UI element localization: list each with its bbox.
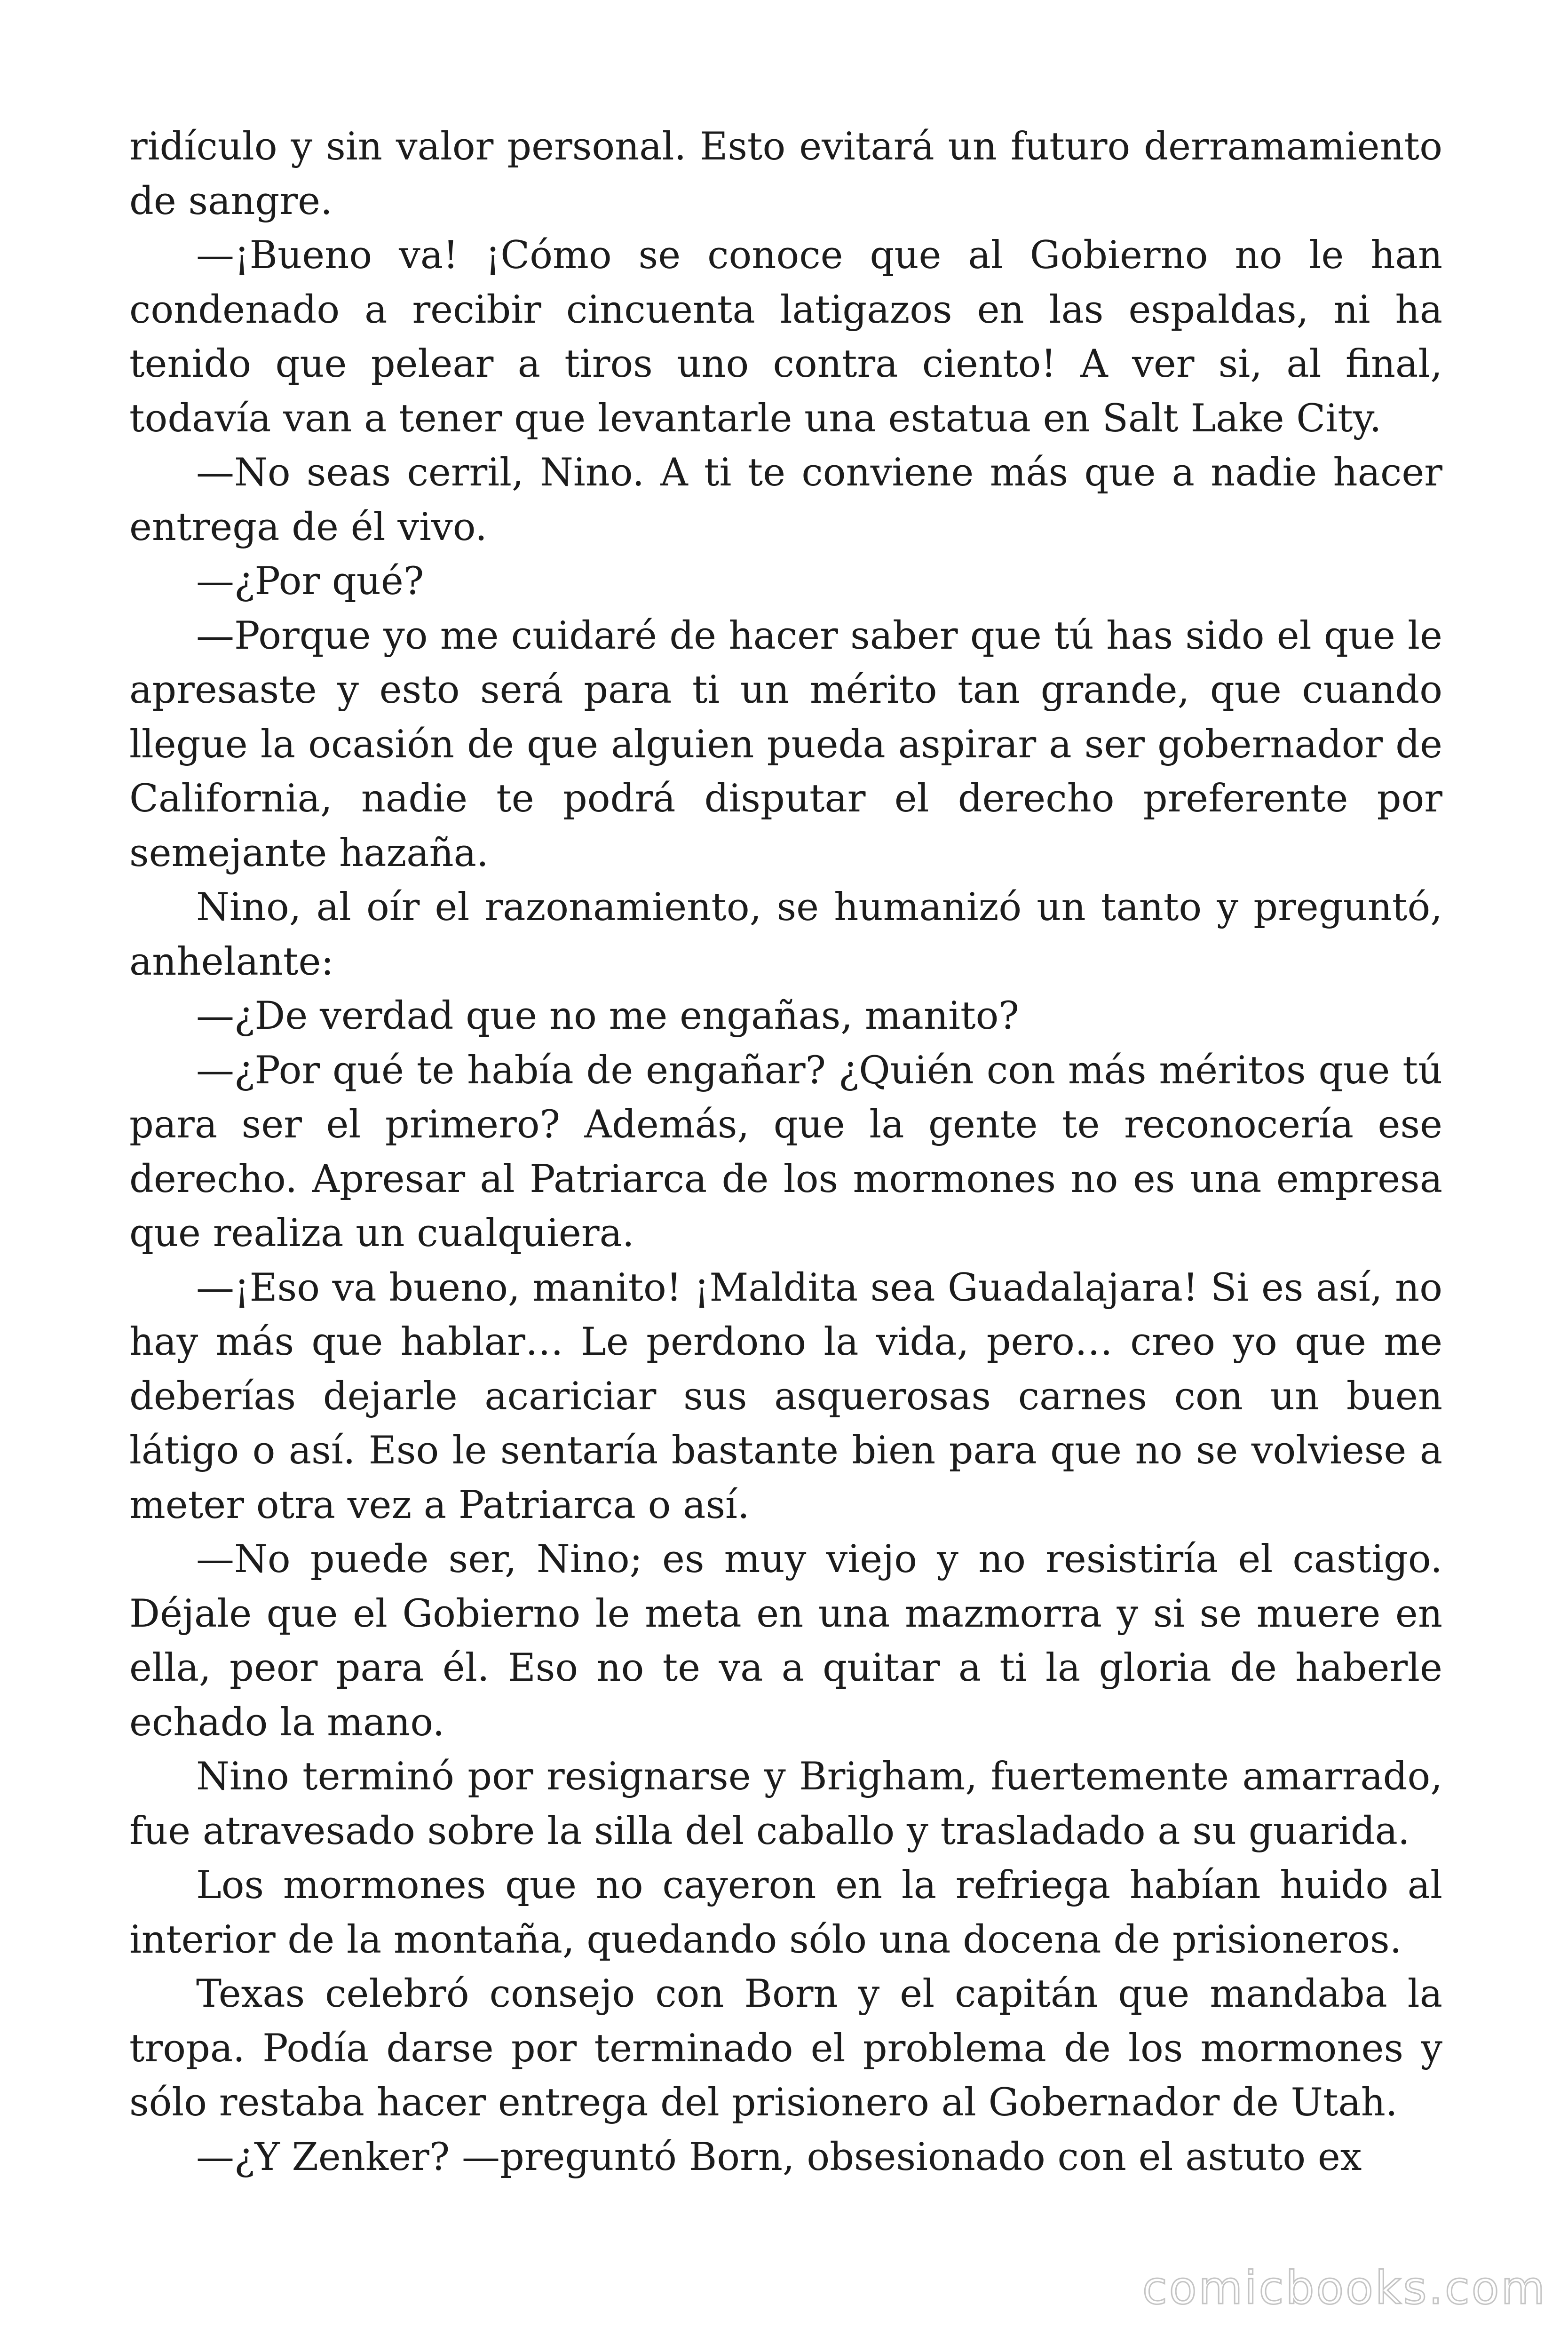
paragraph: Texas celebró consejo con Born y el capitán que mandaba la tropa. Podía darse por terminado el problema de los mormones y sólo restaba hacer entrega del prisionero al Gobernador de Utah.	[129, 1972, 1442, 2125]
paragraph-last: —¿Y Zenker? —preguntó Born, obsesionado con el astuto ex	[196, 2135, 1362, 2179]
paragraph-continuation: ridículo y sin valor personal. Esto evitará un futuro derramamiento de sangre.	[129, 125, 1442, 223]
watermark: comicbooks.com	[1142, 2262, 1547, 2314]
paragraph: Los mormones que no cayeron en la refriega habían huido al interior de la montaña, quedando sólo una docena de prisioneros.	[129, 1863, 1442, 1962]
paragraph: —¿Por qué?	[196, 559, 424, 604]
paragraph: —¡Eso va bueno, manito! ¡Maldita sea Guadalajara! Si es así, no hay más que hablar… Le perdono la vida, pero… creo yo que me deberías dejarle acariciar sus asquerosas carnes con un buen látigo o así. Eso le sentaría bastante bien para que no se volviese a meter otra vez a Patriarca o así.	[129, 1265, 1442, 1527]
paragraph: —Porque yo me cuidaré de hacer saber que tú has sido el que le apresaste y esto será para ti un mérito tan grande, que cuando llegue la ocasión de que alguien pueda aspirar a ser gobernador de California, nadie te podrá disputar el derecho preferente por semejante hazaña.	[129, 613, 1442, 875]
page-body	[129, 120, 1442, 2185]
paragraph: —¡Bueno va! ¡Cómo se conoce que al Gobierno no le han condenado a recibir cincuenta latigazos en las espaldas, ni ha tenido que pelear a tiros uno contra ciento! A ver si, al final, todavía van a tener que levantarle una estatua en Salt Lake City.	[129, 233, 1442, 441]
paragraph: Nino terminó por resignarse y Brigham, fuertemente amarrado, fue atravesado sobre la silla del caballo y trasladado a su guarida.	[129, 1755, 1442, 1853]
paragraph: Nino, al oír el razonamiento, se humanizó un tanto y preguntó, anhelante:	[129, 885, 1442, 984]
paragraph: —¿Por qué te había de engañar? ¿Quién con más méritos que tú para ser el primero? Además, que la gente te reconocería ese derecho. Apresar al Patriarca de los mormones no es una empresa que realiza un cualquiera.	[129, 1048, 1442, 1255]
paragraph: —No puede ser, Nino; es muy viejo y no resistiría el castigo. Déjale que el Gobierno le meta en una mazmorra y si se muere en ella, peor para él. Eso no te va a quitar a ti la gloria de haberle echado la mano.	[129, 1537, 1442, 1745]
paragraph: —No seas cerril, Nino. A ti te conviene más que a nadie hacer entrega de él vivo.	[129, 451, 1442, 549]
paragraph: —¿De verdad que no me engañas, manito?	[196, 994, 1019, 1038]
